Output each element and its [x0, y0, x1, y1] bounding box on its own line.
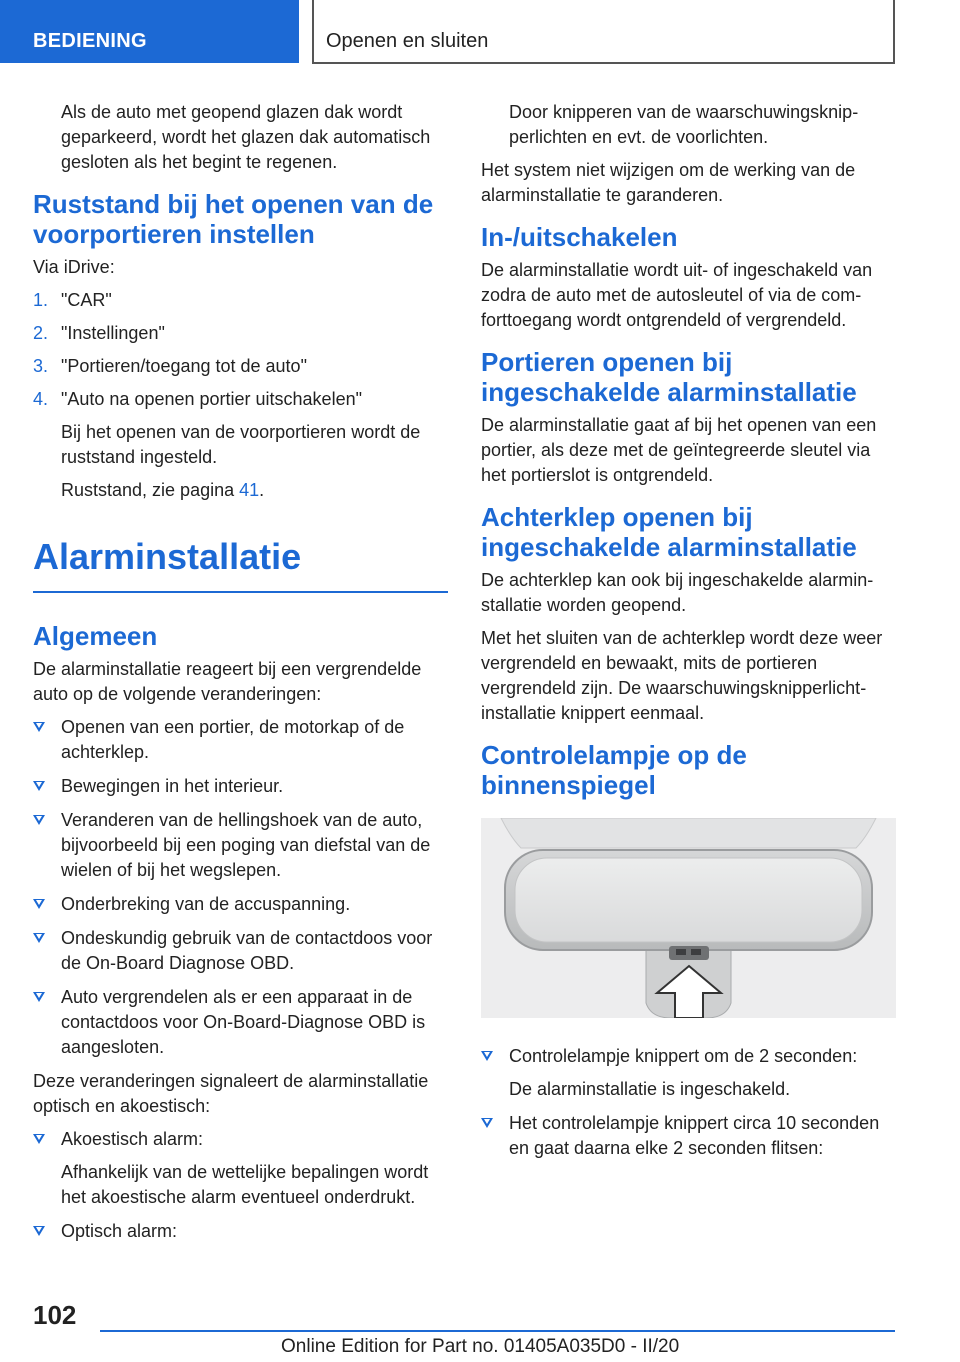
- triangle-bullet-icon: [33, 722, 45, 732]
- heading-achterklep: Achterklep openen bij ingeschakelde alarminstallatie: [481, 502, 857, 562]
- heading-in-uitschakelen: In-/uitschakelen: [481, 222, 678, 252]
- triangle-bullet-icon: [33, 899, 45, 909]
- list-item-note: Afhankelijk van de wettelijke bepalingen wordt het akoestische alarm eventueel onderdrukt.: [61, 1162, 429, 1207]
- step-number: 4.: [33, 389, 49, 409]
- page-number: 102: [33, 1300, 77, 1330]
- idrive-steps: [33, 288, 448, 503]
- signal-list: [33, 1127, 448, 1244]
- step-text: "Instellingen": [61, 323, 165, 343]
- list-item-note: De alarminstallatie is ingeschakeld.: [509, 1079, 791, 1099]
- page-link[interactable]: 41: [239, 480, 260, 500]
- heading-portieren: Portieren openen bij ingeschakelde alarminstallatie: [481, 347, 857, 407]
- triangle-bullet-icon: [33, 1134, 45, 1144]
- list-item: Akoestisch alarm: Afhankelijk van de wettelijke bepalingen wordt het akoestische alarm eventueel onderdrukt.: [33, 1127, 448, 1210]
- list-item: Controlelampje knippert om de 2 seconden: De alarminstallatie is ingeschakeld.: [481, 1044, 896, 1102]
- system-note: Het system niet wijzigen om de werking van de alarminstallatie te garanderen.: [481, 160, 856, 205]
- section-label: BEDIENING: [33, 30, 147, 52]
- chapter-title: Openen en sluiten: [326, 30, 489, 52]
- step-number: 2.: [33, 323, 49, 343]
- algemeen-intro: De alarminstallatie reageert bij een vergrendelde auto op de volgende veranderingen:: [33, 659, 422, 704]
- page-reference: Ruststand, zie pagina 41.: [61, 480, 265, 500]
- header-underline: [312, 62, 895, 64]
- header-divider-right: [893, 0, 895, 63]
- triangle-bullet-icon: [481, 1118, 493, 1128]
- footer-text: Online Edition for Part no. 01405A035D0 - II/20: [281, 1336, 680, 1357]
- right-column: [481, 100, 896, 1170]
- rearview-mirror-icon: [481, 818, 896, 1018]
- step-item: [33, 354, 448, 379]
- step-note: Bij het openen van de voorportieren wordt de ruststand ingesteld.: [61, 422, 421, 467]
- achterklep-paragraph-2: Met het sluiten van de achterklep wordt deze weer vergrendeld en bewaakt, mits de portieren vergrendeld zijn. De waarschuwingsknipperlichtinstallatie knippert eenmaal.: [481, 628, 883, 723]
- portieren-paragraph: De alarminstallatie gaat af bij het openen van een portier, als deze met de geïntegreerde sleutel via het portierslot is ontgrendeld.: [481, 415, 877, 485]
- heading-controlelampje: Controlelampje op de binnenspiegel: [481, 740, 747, 800]
- change-list: [33, 715, 448, 1060]
- list-item: Onderbreking van de accuspanning.: [33, 892, 448, 917]
- triangle-bullet-icon: [33, 933, 45, 943]
- heading-alarminstallatie: Alarminstallatie: [33, 536, 302, 577]
- inuit-paragraph: De alarminstallatie wordt uit- of ingeschakeld van zodra de auto met de autosleutel of via de comforttoegang wordt ontgrendeld of vergrendeld.: [481, 260, 873, 330]
- signal-paragraph: Deze veranderingen signaleert de alarminstallatie optisch en akoestisch:: [33, 1071, 429, 1116]
- via-idrive: Via iDrive:: [33, 257, 115, 277]
- mirror-illustration: [481, 818, 896, 1018]
- list-item: Veranderen van de hellingshoek van de auto, bijvoorbeeld bij een poging van diefstal van de wielen of bij het wegslepen.: [33, 808, 448, 883]
- triangle-bullet-icon: [481, 1051, 493, 1061]
- triangle-bullet-icon: [33, 992, 45, 1002]
- list-item: Auto vergrendelen als er een apparaat in de contactdoos voor On-Board-Diagnose OBD is aangesloten.: [33, 985, 448, 1060]
- footer-rule: [100, 1330, 895, 1332]
- step-number: 3.: [33, 356, 49, 376]
- step-text: "CAR": [61, 290, 112, 310]
- left-column: [33, 100, 448, 1253]
- heading-ruststand: Ruststand bij het openen van de voorportieren instellen: [33, 189, 434, 249]
- list-item: Optisch alarm:: [33, 1219, 448, 1244]
- list-item: Ondeskundig gebruik van de contactdoos voor de On-Board Diagnose OBD.: [33, 926, 448, 976]
- step-item: [33, 321, 448, 346]
- optisch-note: Door knipperen van de waarschuwingsknipperlichten en evt. de voorlichten.: [509, 102, 859, 147]
- step-text: "Auto na openen portier uitschakelen": [61, 389, 362, 409]
- triangle-bullet-icon: [33, 781, 45, 791]
- list-item: Het controlelampje knippert circa 10 seconden en gaat daarna elke 2 seconden flitsen:: [481, 1111, 896, 1161]
- header-divider: [312, 0, 314, 63]
- intro-paragraph: Als de auto met geopend glazen dak wordt geparkeerd, wordt het glazen dak automatisch gesloten als het begint te regenen.: [61, 102, 431, 172]
- triangle-bullet-icon: [33, 815, 45, 825]
- step-text: "Portieren/toegang tot de auto": [61, 356, 307, 376]
- step-item: [33, 387, 448, 503]
- list-item: Openen van een portier, de motorkap of de achterklep.: [33, 715, 448, 765]
- list-item: Bewegingen in het interieur.: [33, 774, 448, 799]
- heading-rule: [33, 591, 448, 593]
- controle-list: [481, 1044, 896, 1161]
- section-tab: [0, 0, 299, 63]
- triangle-bullet-icon: [33, 1226, 45, 1236]
- step-number: 1.: [33, 290, 49, 310]
- achterklep-paragraph: De achterklep kan ook bij ingeschakelde alarminstallatie worden geopend.: [481, 570, 874, 615]
- step-item: [33, 288, 448, 313]
- heading-algemeen: Algemeen: [33, 621, 158, 651]
